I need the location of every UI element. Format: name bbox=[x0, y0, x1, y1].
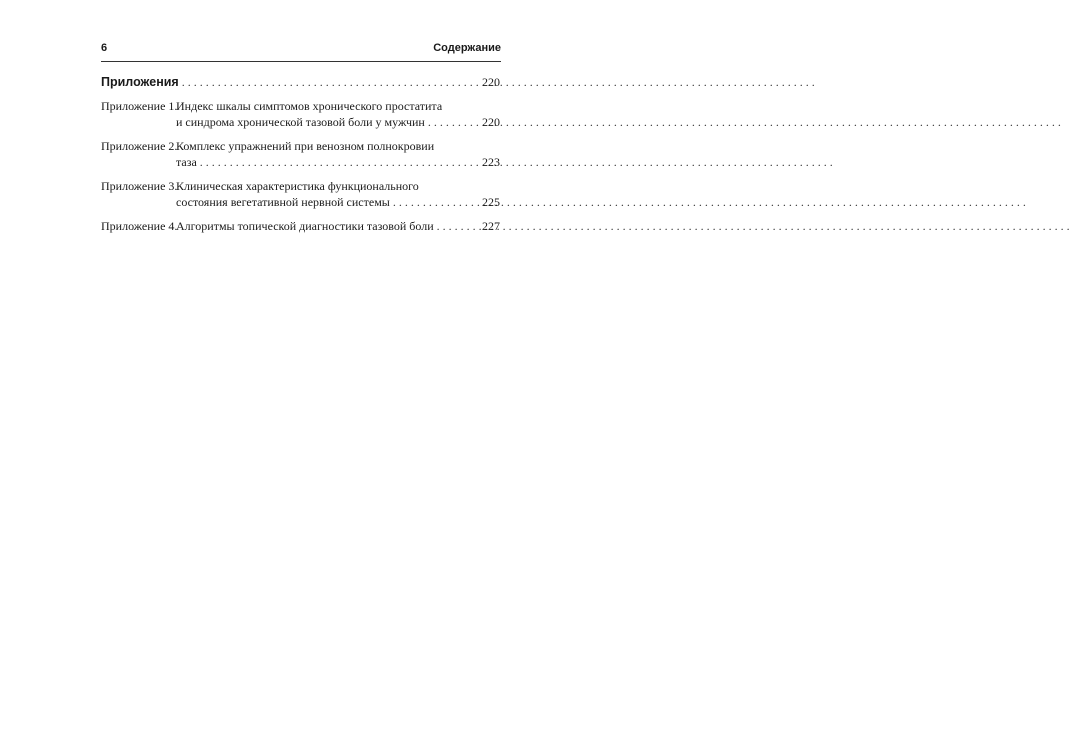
toc-entry-3[interactable] bbox=[101, 178, 500, 210]
dot-leader bbox=[437, 218, 479, 234]
toc-page-number: 227 bbox=[482, 219, 500, 233]
header-rule bbox=[101, 61, 501, 62]
toc-entry-label: Приложение 2. bbox=[101, 139, 178, 153]
toc-entry-text: Алгоритмы топической диагностики тазовой боли bbox=[176, 219, 434, 233]
toc-page-number: 223 bbox=[482, 155, 500, 169]
table-of-contents bbox=[101, 74, 500, 242]
toc-entry-text: Клиническая характеристика функционального bbox=[176, 179, 419, 193]
dot-leader bbox=[428, 114, 479, 130]
toc-page-number: 220 bbox=[482, 75, 500, 89]
toc-entry-text-continued: состояния вегетативной нервной системы bbox=[176, 195, 390, 209]
toc-entry-label: Приложение 4. bbox=[101, 219, 178, 233]
toc-entry-label: Приложение 1. bbox=[101, 99, 178, 113]
toc-entry-text: Индекс шкалы симптомов хронического простатита bbox=[176, 99, 443, 113]
toc-entry-4[interactable] bbox=[101, 218, 500, 234]
dot-leader bbox=[182, 74, 479, 90]
toc-entry-text: Комплекс упражнений при венозном полнокровии bbox=[176, 139, 435, 153]
toc-page-number: 225 bbox=[482, 195, 500, 209]
toc-entry-2[interactable] bbox=[101, 138, 500, 170]
toc-section-title: Приложения bbox=[101, 75, 179, 89]
toc-entry-1[interactable] bbox=[101, 98, 500, 130]
dot-leader bbox=[200, 154, 479, 170]
running-header: Содержание bbox=[433, 42, 501, 54]
toc-section-row[interactable] bbox=[101, 74, 500, 90]
toc-page-number: 220 bbox=[482, 115, 500, 129]
dot-leader bbox=[393, 194, 479, 210]
toc-entry-text-continued: и синдрома хронической тазовой боли у мужчин bbox=[176, 115, 425, 129]
toc-entry-text-continued: таза bbox=[176, 155, 197, 169]
page-number: 6 bbox=[101, 42, 108, 54]
toc-entry-label: Приложение 3. bbox=[101, 179, 178, 193]
